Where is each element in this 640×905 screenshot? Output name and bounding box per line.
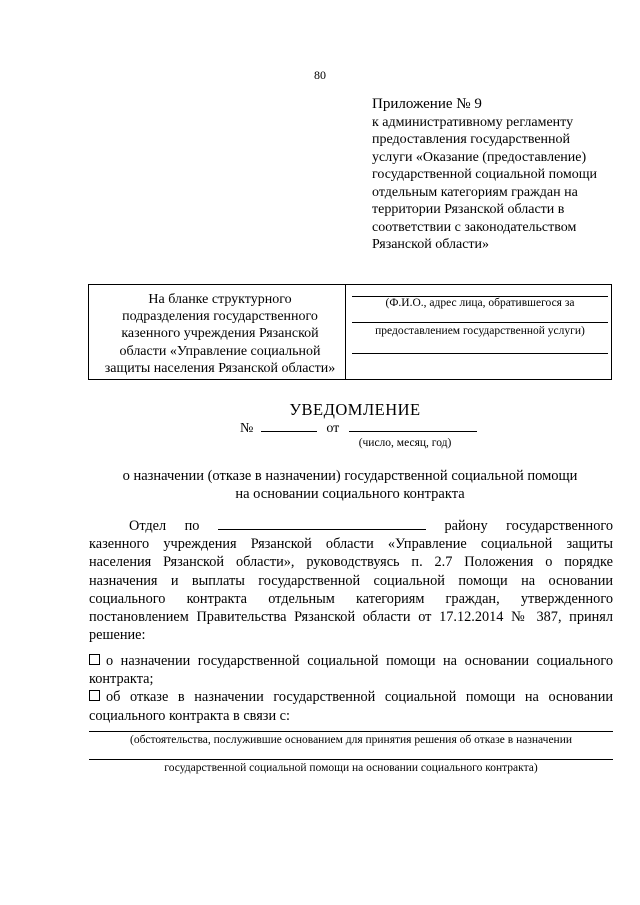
district-field[interactable] bbox=[218, 517, 426, 530]
refuse-label: об отказе в назначении государственной социальной помощи на основании социального контракта в связи с: bbox=[89, 689, 613, 724]
letterhead-placeholder bbox=[100, 291, 340, 377]
paragraph-body: казенного учреждения Рязанской области «Управление социальной защиты населения Рязанской области», руководствуясь п. 2.7 Положения о порядке назначения и выплаты государственной социальной помощи на основании социального контракта отдельным категориям граждан, утвержденного постановлением Правительства Рязанской области от 17.12.2014 № 387, принял решение: bbox=[89, 536, 613, 644]
number-date-line bbox=[240, 420, 477, 437]
circumstances-caption-2: государственной социальной помощи на основании социального контракта) bbox=[164, 762, 538, 774]
main-paragraph bbox=[89, 517, 613, 644]
letterhead-line: подразделения государственного bbox=[122, 309, 318, 325]
circumstances-line-2[interactable] bbox=[89, 759, 613, 760]
department-label: Отдел bbox=[129, 518, 167, 534]
assign-checkbox[interactable] bbox=[89, 654, 100, 665]
notice-subject bbox=[90, 467, 610, 503]
subject-line-2: на основании социального контракта bbox=[235, 486, 465, 502]
option-refuse[interactable] bbox=[89, 688, 613, 724]
assign-label: о назначении государственной социальной помощи на основании социального контракта; bbox=[89, 653, 613, 688]
letterhead-line: защиты населения Рязанской области» bbox=[104, 360, 336, 376]
appendix-line: услуги «Оказание (предоставление) bbox=[372, 149, 587, 165]
decision-options bbox=[89, 652, 613, 725]
circumstances-caption-1: (обстоятельства, послужившие основанием для принятия решения об отказе в назначении bbox=[129, 734, 573, 746]
refuse-checkbox[interactable] bbox=[89, 690, 100, 701]
subject-line-1: о назначении (отказе в назначении) государственной социальной помощи bbox=[122, 468, 578, 484]
date-field[interactable] bbox=[349, 420, 477, 432]
number-field[interactable] bbox=[261, 420, 317, 432]
paragraph-first-line bbox=[89, 517, 613, 535]
number-label: № bbox=[240, 421, 254, 436]
appendix-line: отдельным категориям граждан на bbox=[372, 184, 578, 200]
circumstances-line-1[interactable] bbox=[89, 731, 613, 732]
appendix-line: к административному регламенту bbox=[372, 114, 574, 130]
appendix-line: соответствии с законодательством bbox=[372, 219, 577, 235]
appendix-line: территории Рязанской области в bbox=[372, 202, 565, 217]
recipient-caption-1: (Ф.И.О., адрес лица, обратившегося за bbox=[385, 297, 575, 309]
state-label: государственного bbox=[506, 518, 614, 534]
letterhead-line: области «Управление социальной bbox=[119, 343, 321, 359]
recipient-caption-2: предоставлением государственной услуги) bbox=[375, 325, 585, 337]
appendix-line: предоставления государственной bbox=[372, 132, 571, 147]
letterhead-line: На бланке структурного bbox=[148, 292, 292, 307]
page-number: 80 bbox=[314, 68, 326, 82]
option-assign[interactable] bbox=[89, 652, 613, 688]
from-label: от bbox=[326, 421, 340, 436]
letterhead-line: казенного учреждения Рязанской bbox=[121, 326, 319, 342]
date-caption: (число, месяц, год) bbox=[358, 437, 452, 449]
table-divider bbox=[345, 285, 346, 379]
appendix-title: Приложение № 9 bbox=[372, 96, 482, 112]
appendix-line: государственной социальной помощи bbox=[372, 167, 598, 182]
notice-title: УВЕДОМЛЕНИЕ bbox=[289, 400, 421, 419]
appendix-line: Рязанской области» bbox=[372, 237, 490, 252]
recipient-line-2[interactable] bbox=[352, 322, 608, 323]
by-label: по bbox=[184, 518, 200, 534]
district-label: району bbox=[444, 518, 488, 534]
recipient-line-3[interactable] bbox=[352, 353, 608, 354]
appendix-block bbox=[372, 96, 622, 254]
